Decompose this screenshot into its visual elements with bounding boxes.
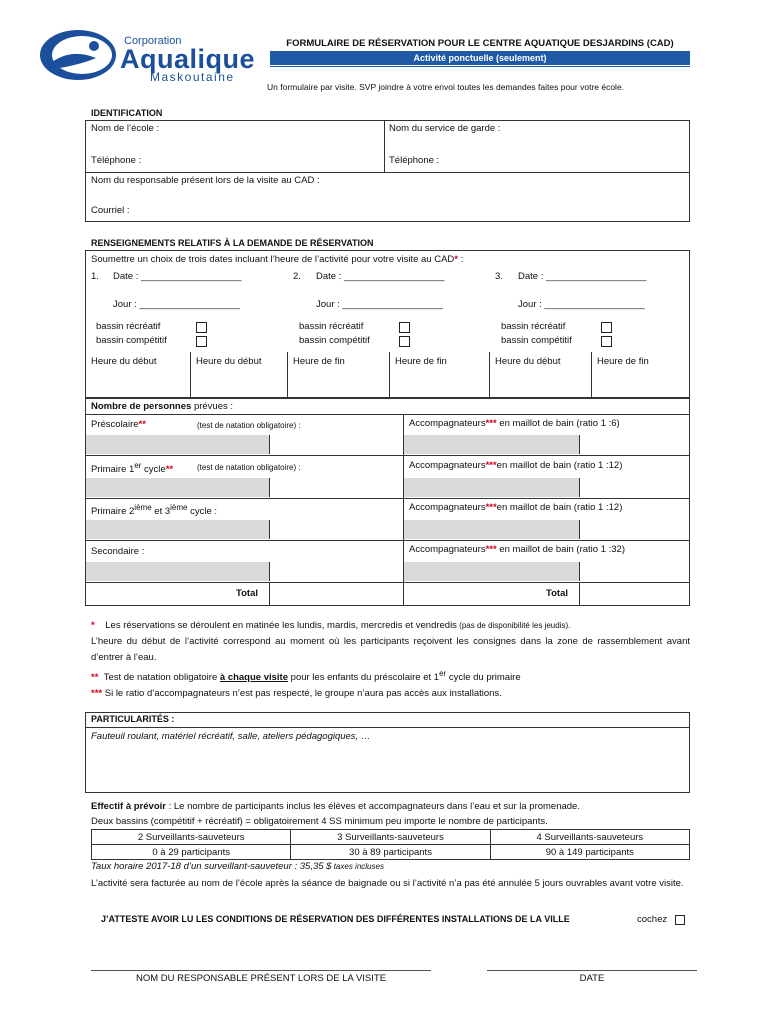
- effectif-line: [91, 801, 690, 812]
- choice-1-time-divider: [190, 352, 191, 398]
- companions-1-text: Accompagnateurs: [409, 418, 486, 429]
- attest-check-label: cochez: [637, 914, 668, 925]
- particularites-heading: PARTICULARITÉS :: [91, 714, 175, 724]
- billing-text: L’activité sera facturée au nom de l’école après la séance de baignade ou si l’activité n’a pas été annulée 5 jours ouvrables avant votre visite.: [91, 878, 684, 889]
- companions-3-label: [409, 502, 622, 513]
- responsible-name-field[interactable]: Nom du responsable présent lors de la visite au CAD :: [91, 175, 320, 186]
- companions-4-input-divider: [579, 562, 580, 581]
- primary-2-3-input[interactable]: [86, 520, 269, 539]
- note-2: [91, 666, 690, 686]
- staffing-range-cell: 0 à 29 participants: [92, 845, 291, 860]
- hourly-rate-small: taxes incluses: [331, 862, 384, 871]
- logo-line-1: Corporation: [124, 35, 182, 47]
- note-3-star: ***: [91, 688, 103, 700]
- companions-2-input-divider: [579, 478, 580, 497]
- secondary-label: Secondaire :: [91, 546, 145, 557]
- choice-2-time-divider: [389, 352, 390, 398]
- staffing-range-cell: 90 à 149 participants: [490, 845, 689, 860]
- hourly-rate-text: Taux horaire 2017-18 d’un surveillant-sauveteur : 35,35 $: [91, 861, 332, 872]
- note-3: [91, 686, 690, 702]
- note-2-sup: er: [439, 669, 447, 678]
- date-signature-line[interactable]: DATE: [487, 970, 697, 984]
- staffing-range-cell: 30 à 89 participants: [291, 845, 490, 860]
- choice-3-time-divider: [591, 352, 592, 398]
- note-2-text-c: pour les enfants du préscolaire et 1: [288, 672, 440, 684]
- staffing-header-cell: 3 Surveillants-sauveteurs: [291, 830, 490, 845]
- choice-3-start-field[interactable]: Heure du début: [495, 356, 561, 367]
- note-1-star: *: [91, 620, 95, 631]
- choice-1-pool-comp-label: bassin compétitif: [96, 335, 167, 346]
- choice-3-day-field[interactable]: Jour : ___________________: [518, 299, 645, 310]
- primary-1-text: Primaire 1: [91, 464, 135, 476]
- effectif-bold: Effectif à prévoir: [91, 801, 166, 812]
- notes-block: [91, 618, 690, 702]
- primary-1-star: **: [165, 464, 174, 476]
- preschool-input-divider: [269, 435, 270, 454]
- persons-heading: [91, 401, 233, 412]
- companions-1-input[interactable]: [404, 435, 579, 454]
- note-2-text-b: à chaque visite: [219, 672, 289, 684]
- staffing-range-row: [92, 845, 690, 860]
- companions-3-star: ***: [485, 502, 497, 513]
- school-phone-field[interactable]: Téléphone :: [91, 155, 142, 166]
- primary-3-after: cycle :: [187, 506, 218, 518]
- companions-4-text: Accompagnateurs: [409, 544, 486, 555]
- subtitle-rule: [270, 66, 690, 67]
- identification-box: [85, 120, 690, 222]
- choice-3-end-field[interactable]: Heure de fin: [597, 356, 649, 367]
- choice-3-number: 3.: [495, 271, 503, 282]
- choice-divider-2: [489, 352, 490, 398]
- primary-2-text: Primaire 2: [91, 506, 135, 518]
- companions-2-input[interactable]: [404, 478, 579, 497]
- primary-2-3-input-divider: [269, 520, 270, 539]
- attest-text: J’ATTESTE AVOIR LU LES CONDITIONS DE RÉSERVATION DES DIFFÉRENTES INSTALLATIONS DE LA VILLE: [101, 914, 570, 924]
- persons-row-rule-2: [85, 498, 690, 499]
- choice-2-number: 2.: [293, 271, 301, 282]
- companions-1-input-divider: [579, 435, 580, 454]
- secondary-input[interactable]: [86, 562, 269, 581]
- companions-2-star: ***: [485, 460, 497, 471]
- companions-2-label: [409, 460, 622, 471]
- choice-1-pool-rec-checkbox[interactable]: [196, 322, 207, 333]
- instruction-text: Soumettre un choix de trois dates incluant l’heure de l’activité pour votre visite au CAD: [91, 254, 455, 265]
- choice-1-pool-comp-checkbox[interactable]: [196, 336, 207, 347]
- choice-2-end-field[interactable]: Heure de fin: [395, 356, 447, 367]
- staffing-table: [91, 829, 690, 860]
- companions-4-star: ***: [485, 544, 497, 555]
- persons-heading-rule: [85, 414, 690, 415]
- choice-2-pool-comp-checkbox[interactable]: [399, 336, 410, 347]
- note-1-text: Les réservations se déroulent en matinée les lundis, mardis, mercredis et vendredis: [105, 620, 457, 631]
- choice-1-start-field[interactable]: Heure du début: [91, 356, 157, 367]
- total-left-label: Total: [236, 588, 258, 599]
- attest-checkbox[interactable]: [675, 915, 685, 925]
- staffing-header-cell: 2 Surveillants-sauveteurs: [92, 830, 291, 845]
- choice-3-date-field[interactable]: Date : ___________________: [518, 271, 647, 282]
- persons-row-rule-1: [85, 455, 690, 456]
- note-2-text-a: Test de natation obligatoire: [103, 672, 220, 684]
- primary-1-input-divider: [269, 478, 270, 497]
- choice-2-pool-comp-label: bassin compétitif: [299, 335, 370, 346]
- primary-2-sup: ième: [134, 503, 152, 512]
- pools-line: Deux bassins (compétitif + récréatif) = obligatoirement 4 SS minimum peu importe le nombre de participants.: [91, 816, 548, 827]
- reservation-instruction: [91, 254, 463, 265]
- note-2-star: **: [91, 672, 99, 684]
- choice-2-day-field[interactable]: Jour : ___________________: [316, 299, 443, 310]
- companions-4-input[interactable]: [404, 562, 579, 581]
- primary-1-sup: er: [134, 461, 142, 470]
- particularites-rule: [85, 727, 690, 728]
- note-2-text-d: cycle du primaire: [446, 672, 521, 684]
- companions-3-text: Accompagnateurs: [409, 502, 486, 513]
- companions-2-note: en maillot de bain (ratio 1 :12): [496, 460, 623, 471]
- email-field[interactable]: Courriel :: [91, 205, 130, 216]
- note-3-text: Si le ratio d’accompagnateurs n’est pas respecté, le groupe n’aura pas accès aux installations.: [104, 688, 502, 700]
- persons-heading-rest: prévues :: [191, 401, 234, 412]
- companions-3-input-divider: [579, 520, 580, 539]
- preschool-input[interactable]: [86, 435, 269, 454]
- total-left-input[interactable]: [270, 583, 403, 606]
- particularites-textarea[interactable]: Fauteuil roulant, matériel récréatif, salle, ateliers pédagogiques, …: [91, 731, 371, 742]
- primary-3-sup: ième: [170, 503, 188, 512]
- school-name-field[interactable]: Nom de l’école :: [91, 123, 160, 134]
- choice-3-pool-rec-label: bassin récréatif: [501, 321, 566, 332]
- note-1-small: (pas de disponibilité les jeudis).: [456, 621, 571, 630]
- persons-heading-bold: Nombre de personnes: [91, 401, 192, 412]
- choice-2-date-field[interactable]: Date : ___________________: [316, 271, 445, 282]
- note-1-line-2: L’heure du début de l’activité correspond au moment où les participants reçoivent les consignes dans la zone de rassemblement avant d’entrer à l’eau.: [91, 636, 690, 663]
- staffing-header-row: [92, 830, 690, 845]
- identification-divider: [384, 120, 385, 173]
- preschool-note: (test de natation obligatoire) :: [197, 421, 301, 430]
- primary-2-after: et 3: [151, 506, 171, 518]
- primary-1-input[interactable]: [86, 478, 269, 497]
- responsible-signature-line[interactable]: NOM DU RESPONSABLE PRÉSENT LORS DE LA VISITE: [91, 970, 431, 984]
- primary-1-label: [91, 461, 173, 475]
- total-right-label: Total: [546, 588, 568, 599]
- choice-2-start-field[interactable]: Heure de fin: [293, 356, 345, 367]
- identification-heading: IDENTIFICATION: [91, 108, 163, 118]
- total-right-input[interactable]: [580, 583, 690, 606]
- choice-2-pool-rec-checkbox[interactable]: [399, 322, 410, 333]
- choice-3-pool-rec-checkbox[interactable]: [601, 322, 612, 333]
- companions-4-label: [409, 544, 625, 555]
- instruction-end: :: [458, 254, 464, 265]
- companions-2-text: Accompagnateurs: [409, 460, 486, 471]
- preschool-star: **: [138, 419, 146, 430]
- companions-3-input[interactable]: [404, 520, 579, 539]
- choice-1-pool-rec-label: bassin récréatif: [96, 321, 161, 332]
- staffing-header-cell: 4 Surveillants-sauveteurs: [490, 830, 689, 845]
- instruction-star: *: [454, 254, 458, 265]
- companions-4-note: en maillot de bain (ratio 1 :32): [496, 544, 625, 555]
- form-subtitle: Activité ponctuelle (seulement): [270, 51, 690, 65]
- primary-1-note: (test de natation obligatoire) :: [197, 463, 301, 472]
- form-title: FORMULAIRE DE RÉSERVATION POUR LE CENTRE AQUATIQUE DESJARDINS (CAD): [286, 38, 674, 49]
- companions-1-star: ***: [485, 418, 497, 429]
- daycare-phone-field[interactable]: Téléphone :: [389, 155, 440, 166]
- companions-1-note: en maillot de bain (ratio 1 :6): [496, 418, 620, 429]
- effectif-text: : Le nombre de participants inclus les élèves et accompagnateurs dans l’eau et sur la promenade.: [165, 801, 580, 812]
- organization-logo: [38, 28, 260, 82]
- companions-1-label: [409, 418, 620, 429]
- logo-line-2: Aqualique: [120, 44, 256, 74]
- choice-3-pool-comp-label: bassin compétitif: [501, 335, 572, 346]
- primary-2-3-label: [91, 503, 217, 517]
- reservation-heading: RENSEIGNEMENTS RELATIFS À LA DEMANDE DE RÉSERVATION: [91, 238, 374, 248]
- choice-1-day-field[interactable]: Jour : ___________________: [113, 299, 240, 310]
- preschool-text: Préscolaire: [91, 419, 139, 430]
- secondary-input-divider: [269, 562, 270, 581]
- choice-1-end-field[interactable]: Heure du début: [196, 356, 262, 367]
- primary-1-after: cycle: [141, 464, 166, 476]
- preschool-label: [91, 419, 146, 430]
- choice-3-pool-comp-checkbox[interactable]: [601, 336, 612, 347]
- choice-1-date-field[interactable]: Date : ___________________: [113, 271, 242, 282]
- choice-2-pool-rec-label: bassin récréatif: [299, 321, 364, 332]
- note-1: [91, 618, 690, 634]
- swimmer-logo-icon: [38, 28, 118, 82]
- daycare-name-field[interactable]: Nom du service de garde :: [389, 123, 501, 134]
- choice-divider-1: [287, 352, 288, 398]
- persons-row-rule-3: [85, 540, 690, 541]
- choice-1-number: 1.: [91, 271, 99, 282]
- companions-3-note: en maillot de bain (ratio 1 :12): [496, 502, 623, 513]
- form-intro: Un formulaire par visite. SVP joindre à votre envoi toutes les demandes faites pour votre école.: [267, 82, 625, 92]
- hourly-rate: [91, 861, 384, 872]
- logo-line-3: Maskoutaine: [150, 70, 235, 84]
- identification-rule: [85, 172, 690, 173]
